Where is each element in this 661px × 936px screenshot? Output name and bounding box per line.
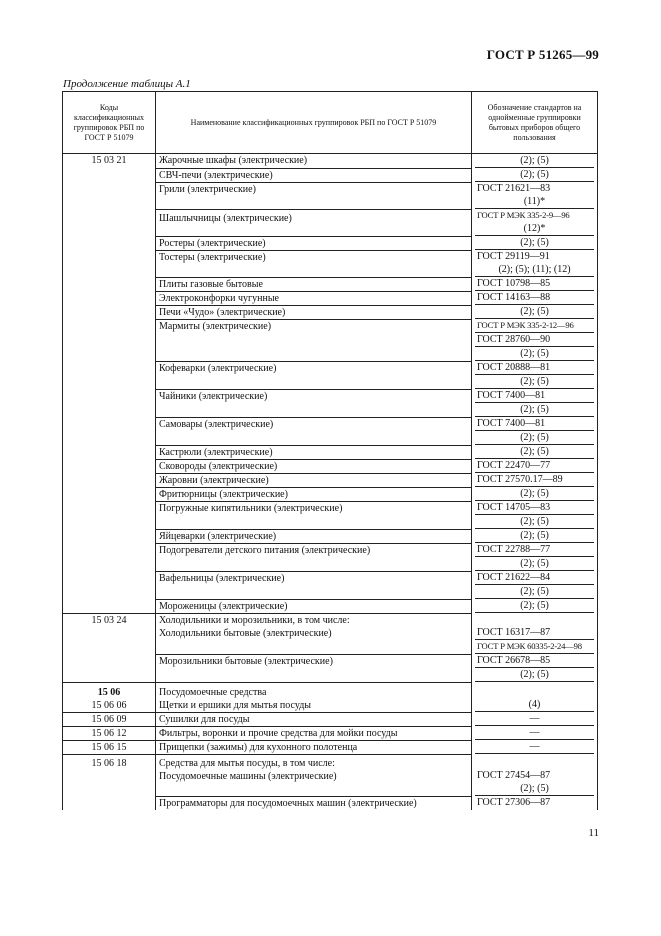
row-name: Кастрюли (электрические) xyxy=(156,445,472,459)
row-standard: (2); (5) xyxy=(475,445,594,459)
col-header-code: Коды классификационных группировок РБП по ГОСТ Р 51079 xyxy=(63,92,156,154)
row-code: 15 06 18 xyxy=(63,754,156,810)
row-standard: (2); (5) xyxy=(475,347,594,361)
row-standard: ГОСТ 16317—87 xyxy=(475,626,594,640)
row-standard: (2); (5); (11); (12) xyxy=(475,263,594,277)
row-name: Прищепки (зажимы) для кухонного полотенца xyxy=(156,740,472,754)
row-name: Морозильники бытовые (электрические) xyxy=(156,654,472,682)
row-name: Жарочные шкафы (электрические) xyxy=(156,154,472,169)
row-standard: ГОСТ 22470—77 xyxy=(475,459,594,473)
row-standard: (2); (5) xyxy=(475,168,594,182)
row-standard: (2); (5) xyxy=(475,305,594,319)
row-standard: ГОСТ 27570.17—89 xyxy=(475,473,594,487)
row-name: Тостеры (электрические) xyxy=(156,250,472,277)
row-standard: (2); (5) xyxy=(475,585,594,599)
row-name: Подогреватели детского питания (электрические) xyxy=(156,543,472,571)
document-title: ГОСТ Р 51265—99 xyxy=(486,47,599,62)
row-standard: — xyxy=(475,712,594,726)
row-name: СВЧ-печи (электрические) xyxy=(156,168,472,182)
row-name: Яйцеварки (электрические) xyxy=(156,529,472,543)
row-name: Фильтры, воронки и прочие средства для мойки посуды xyxy=(156,726,472,740)
row-standard: (2); (5) xyxy=(475,668,594,682)
row-standard: (2); (5) xyxy=(475,782,594,796)
row-name-line: Щетки и ершики для мытья посуды xyxy=(159,699,311,711)
row-code: 15 06 09 xyxy=(63,712,156,726)
row-standard: (2); (5) xyxy=(475,403,594,417)
row-standard: ГОСТ 28760—90 xyxy=(475,333,594,347)
row-standard: ГОСТ 20888—81 xyxy=(475,361,594,375)
row-standard: ГОСТ 26678—85 xyxy=(475,654,594,668)
row-name: Ростеры (электрические) xyxy=(156,236,472,250)
row-standard: ГОСТ 21622—84 xyxy=(475,571,594,585)
row-code: 15 06 12 xyxy=(63,726,156,740)
row-code xyxy=(63,682,156,712)
row-standard: (12)* xyxy=(475,222,594,236)
page-number: 11 xyxy=(588,827,599,839)
row-standard: — xyxy=(475,740,594,754)
table-row xyxy=(63,682,598,712)
row-standard: (11)* xyxy=(475,195,594,209)
col-header-standard: Обозначение стандартов на однойменные группировки бытовых приборов общего пользования xyxy=(472,92,598,154)
row-code: 15 03 24 xyxy=(63,613,156,682)
row-standard: ГОСТ Р МЭК 335-2-12—96 xyxy=(475,319,594,333)
row-standard: (2); (5) xyxy=(475,431,594,445)
row-standard: ГОСТ 14705—83 xyxy=(475,501,594,515)
row-standard: — xyxy=(475,726,594,740)
row-name: Самовары (электрические) xyxy=(156,417,472,445)
row-name: Чайники (электрические) xyxy=(156,389,472,417)
row-standard: ГОСТ 29119—91 xyxy=(477,251,550,262)
row-name-line: Средства для мытья посуды, в том числе: xyxy=(159,757,335,769)
row-standard: (2); (5) xyxy=(475,236,594,250)
row-name: Печи «Чудо» (электрические) xyxy=(156,305,472,319)
table-header-row xyxy=(63,92,598,154)
row-standard: (2); (5) xyxy=(475,529,594,543)
row-code: 15 03 21 xyxy=(63,154,156,614)
row-name: Грили (электрические) xyxy=(156,182,472,209)
row-name: Электроконфорки чугунные xyxy=(156,291,472,305)
row-name: Шашлычницы (электрические) xyxy=(156,209,472,236)
row-name: Плиты газовые бытовые xyxy=(156,277,472,291)
row-standard: ГОСТ 27454—87 xyxy=(477,770,551,781)
row-name: Сковороды (электрические) xyxy=(156,459,472,473)
row-standard: ГОСТ 7400—81 xyxy=(475,389,594,403)
row-name-line: Посудомоечные машины (электрические) xyxy=(159,770,337,782)
row-code: 15 06 15 xyxy=(63,740,156,754)
row-standard: (2); (5) xyxy=(475,599,594,613)
table-row xyxy=(63,754,598,796)
row-name xyxy=(156,754,472,796)
row-standard: (2); (5) xyxy=(475,515,594,529)
row-name-line: Холодильники бытовые (электрические) xyxy=(159,627,332,639)
row-standard: ГОСТ 27306—87 xyxy=(477,797,551,808)
table-row xyxy=(63,154,598,169)
col-header-name: Наименование классификационных группировок РБП по ГОСТ Р 51079 xyxy=(156,92,472,154)
standards-table xyxy=(62,91,598,810)
row-name: Программаторы для посудомоечных машин (электрические) xyxy=(156,796,472,810)
table-caption: Продолжение таблицы А.1 xyxy=(63,78,191,90)
row-standard: ГОСТ 7400—81 xyxy=(475,417,594,431)
row-name: Вафельницы (электрические) xyxy=(156,571,472,599)
row-standard: (2); (5) xyxy=(475,154,594,168)
table-row xyxy=(63,726,598,740)
row-name: Мороженицы (электрические) xyxy=(156,599,472,613)
table-row xyxy=(63,740,598,754)
row-code-line: 15 06 06 xyxy=(91,699,127,711)
row-standard: ГОСТ 10798—85 xyxy=(475,277,594,291)
row-name xyxy=(156,613,472,654)
row-name xyxy=(156,682,472,712)
table-row xyxy=(63,712,598,726)
row-name: Погружные кипятильники (электрические) xyxy=(156,501,472,529)
row-code-line: 15 06 xyxy=(97,686,121,698)
row-standard: ГОСТ 14163—88 xyxy=(475,291,594,305)
row-standard: (2); (5) xyxy=(475,557,594,571)
row-standard: (4) xyxy=(475,698,594,712)
row-standard: ГОСТ 22788—77 xyxy=(475,543,594,557)
table-row xyxy=(63,613,598,654)
row-standard: (2); (5) xyxy=(475,375,594,389)
row-standard: ГОСТ Р МЭК 60335-2-24—98 xyxy=(475,640,594,654)
row-name-line: Посудомоечные средства xyxy=(159,686,267,698)
row-name: Кофеварки (электрические) xyxy=(156,361,472,389)
row-name-line: Холодильники и морозильники, в том числе: xyxy=(159,614,350,626)
row-standard: (2); (5) xyxy=(475,487,594,501)
row-name: Фритюрницы (электрические) xyxy=(156,487,472,501)
row-name: Мармиты (электрические) xyxy=(156,319,472,361)
row-name: Жаровни (электрические) xyxy=(156,473,472,487)
row-name: Сушилки для посуды xyxy=(156,712,472,726)
row-standard: ГОСТ 21621—83 xyxy=(477,183,551,194)
row-standard: ГОСТ Р МЭК 335-2-9—96 xyxy=(477,210,570,220)
